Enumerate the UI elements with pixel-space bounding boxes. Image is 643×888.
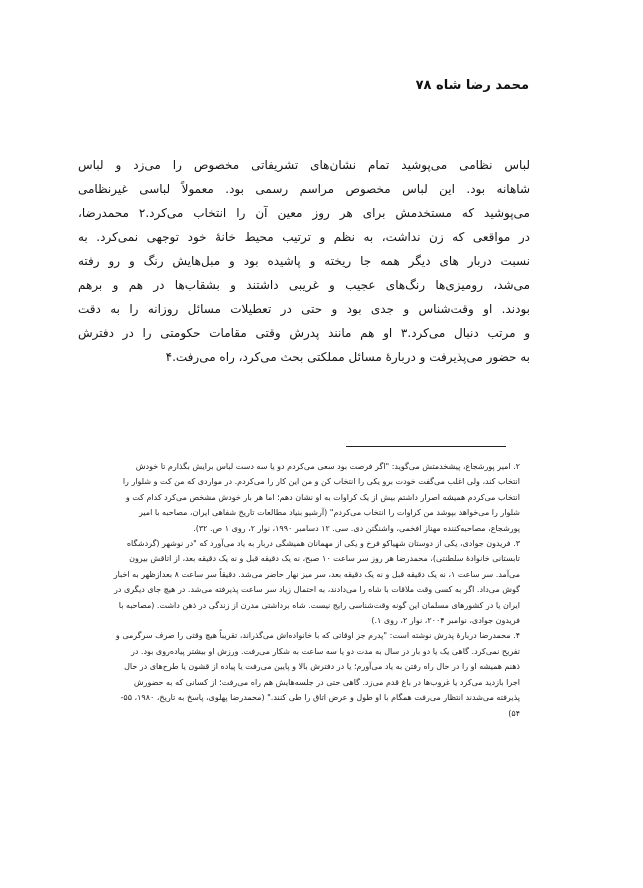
footnote-separator xyxy=(346,446,506,447)
footnote-line: تابستانی خانوادهٔ سلطنتی)، محمدرضا هر روز سر ساعت ۱۰ صبح، نه یک دقیقه قبل و نه یک دقیقه بعد، از اتاقش بیرون xyxy=(129,554,520,564)
footnote-line: فریدون جوادی، نوامبر ۲۰۰۴، نوار ۲، روی ۱.) xyxy=(371,616,520,626)
body-paragraph xyxy=(78,153,530,369)
running-header: محمد رضا شاه ۷۸ xyxy=(415,78,529,93)
body-line: در مواقعی که زن نداشت، به نظم و ترتیب محیط خانهٔ خود توجهی نمی‌کرد. به xyxy=(78,230,530,244)
body-line: شاهانه بود. این لباس مخصوص مراسم رسمی بود. معمولاً لباسی غیرنظامی xyxy=(78,182,530,196)
footnote-line: گوش می‌داد. اگر به کسی وقت ملاقات با شاه را می‌دادند، به احتمال زیاد سر ساعت پذیرفته می‌شد. در هیچ جای دیگری در xyxy=(114,585,520,595)
body-line: می‌شد، رومیزی‌ها رنگ‌های عجیب و غریبی داشتند و بشقاب‌ها در هم و برهم xyxy=(78,278,530,292)
footnote-line: انتخاب می‌کردم همیشه اصرار داشتم بیش از یک کراوات به او نشان دهم؛ اما هر بار خودش مشخص می‌کرد کدام کت و xyxy=(125,492,520,502)
body-line: نسبت دربار های دیگر همه جا ریخته و پاشیده بود و مبل‌هایش رنگ و رو رفته xyxy=(78,254,530,268)
body-line: و مرتب دنبال می‌کرد.۳ او هم مانند پدرش وقتی مقامات حکومتی را در دفترش xyxy=(78,326,530,340)
footnote-line: ۲. امیر پورشجاع، پیشخدمتش می‌گوید: "اگر فرصت بود سعی می‌کردم دو یا سه دست لباس برایش بگذارم تا خودش xyxy=(135,462,520,471)
footnote-line: تفریح نمی‌کرد. گاهی یک یا دو بار در سال به مدت دو یا سه ساعت به شکار می‌رفت. ورزش او بیشتر پیاده‌روی بود. در xyxy=(130,646,520,656)
footnote-line: پورشجاع، مصاحبه‌کننده مهناز افخمی، واشنگتن دی. سی. ۱۲ دسامبر ۱۹۹۰، نوار ۲، روی ۱ ص. ۳۲). xyxy=(193,523,520,533)
footnote-line: ۵۴) xyxy=(508,708,520,718)
footnote-line: انتخاب کند، ولی اغلب می‌گفت خودت برو یکی را انتخاب کن و من این کار را می‌کردم. در مواردی که من کت و شلوار را xyxy=(122,477,520,487)
footnote-line: اجرا بازدید می‌کرد یا غروب‌ها در باغ قدم می‌زد. گاهی حتی در جلسه‌هایش هم راه می‌رفت؛ از کسانی که به حضورش xyxy=(133,677,520,687)
body-line: بودند. او وقت‌شناس و جدی بود و حتی در تعطیلات مسائل روزانه را به دقت xyxy=(78,302,530,316)
body-line: می‌پوشید که مستخدمش برای هر روز معین آن را انتخاب می‌کرد.۲ محمدرضا، xyxy=(78,206,530,220)
body-line: لباس نظامی می‌پوشید تمام نشان‌های تشریفاتی مخصوص را می‌زد و لباس xyxy=(78,158,530,172)
footnote-line: شلوار را می‌خواهد بپوشد من کراوات را انتخاب می‌کردم" (آرشیو بنیاد مطالعات تاریخ شفاهی ایران، مصاحبه با امیر xyxy=(138,508,520,518)
footnote-line: ایران یا در کشورهای مسلمان این گونه وقت‌شناسی رایج نیست. شاه برداشتی مدرن از زندگی در ذهن داشت. (مصاحبه با xyxy=(118,600,520,610)
footnotes xyxy=(100,459,520,721)
body-line: به حضور می‌پذیرفت و دربارهٔ مسائل مملکتی بحث می‌کرد، راه می‌رفت.۴ xyxy=(165,350,530,364)
footnote-line: ۴. محمدرضا دربارهٔ پدرش نوشته است: "پدرم جز اوقاتی که با خانواده‌اش می‌گذراند، تقریباً هیچ وقتی را صرف سرگرمی و xyxy=(115,631,520,641)
footnote-line: ۳. فریدون جوادی، یکی از دوستان شهیاکو فرخ و یکی از مهمانان همیشگی دربار به یاد می‌آورد که "در نوشهر (گردشگاه xyxy=(126,539,520,549)
footnote-line: پذیرفته می‌شدند انتظار می‌رفت همگام با او طول و عرض اتاق را طی کنند." (محمدرضا پهلوی، پاسخ به تاریخ، ۱۹۸۰، ۵۵- xyxy=(120,693,520,703)
footnote-line: می‌آمد. سر ساعت ۱، نه یک دقیقه قبل و نه یک دقیقه بعد، سر میز نهار حاضر می‌شد. دقیقاً سر ساعت ۸ بعدازظهر به اخبار xyxy=(113,569,520,579)
footnote-line: ذهنم همیشه او را در حال راه رفتن به یاد می‌آورم؛ یا در دفترش بالا و پایین می‌رفت یا پیاده از قشون یا طرح‌های در حال xyxy=(124,662,520,672)
